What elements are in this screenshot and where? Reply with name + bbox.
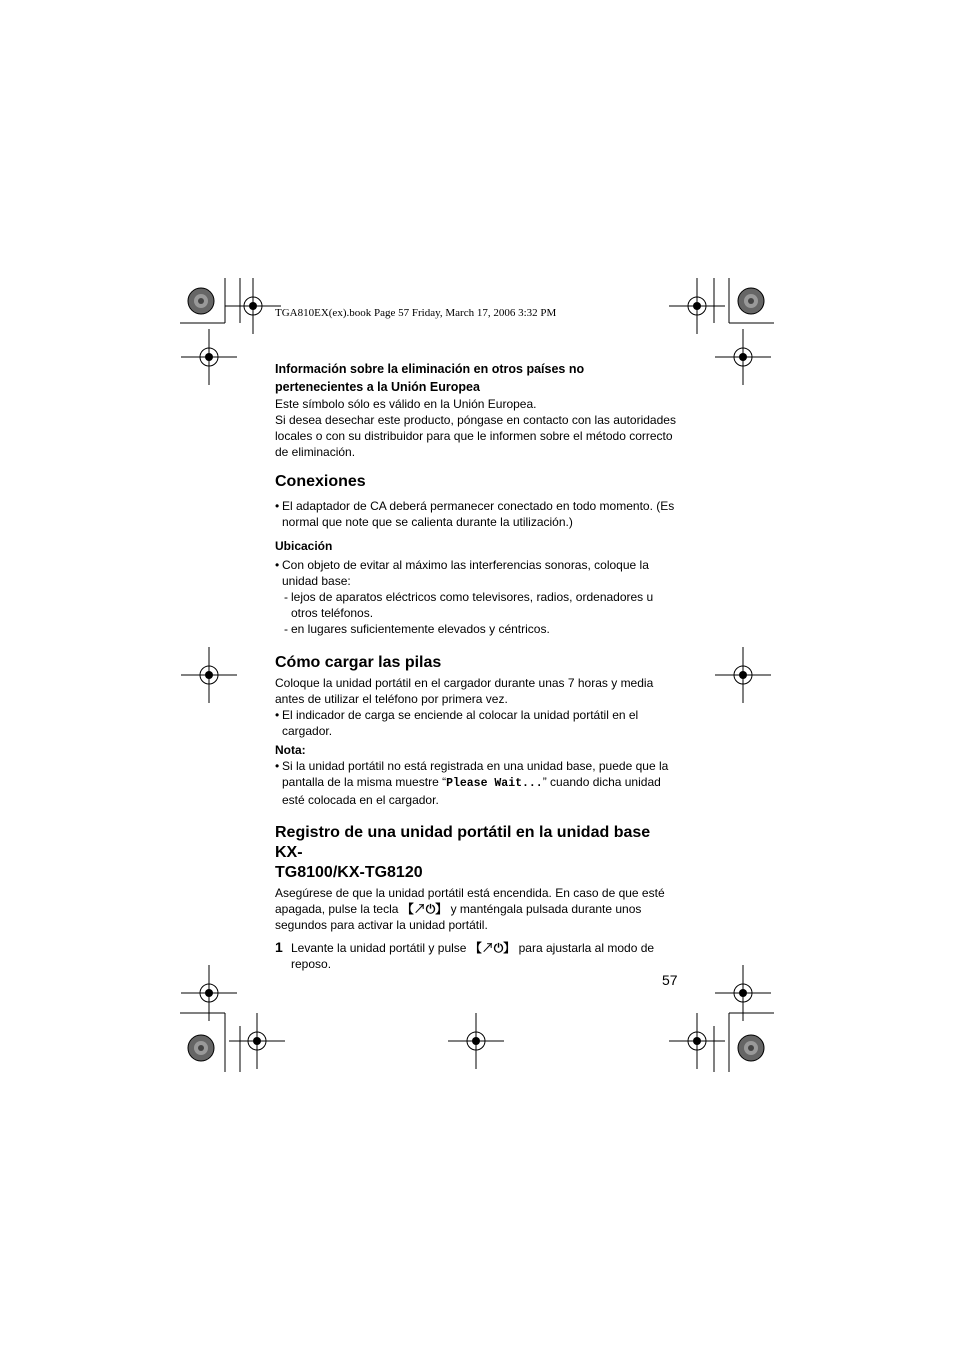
disposal-text-line4: de eliminación. [275, 445, 356, 459]
ubicacion-dash1-line1: - lejos de aparatos eléctricos como televisores, radios, ordenadores u [275, 589, 680, 605]
ubicacion-dash1-line2: otros teléfonos. [291, 606, 374, 620]
conexiones-heading: Conexiones [275, 473, 366, 490]
cargar-bullet-line2: cargador. [282, 724, 333, 738]
disposal-section [275, 360, 680, 460]
registration-mark-upper-left [181, 329, 237, 385]
nota-line1: • Si la unidad portátil no está registrada en una unidad base, puede que la [275, 758, 680, 774]
color-target-top-left [188, 288, 214, 314]
registration-mark-mid-right [715, 647, 771, 703]
registro-intro-line3: segundos para activar la unidad portátil. [275, 918, 488, 932]
nota-line2 [275, 774, 680, 792]
conexiones-bullet-line1: • El adaptador de CA deberá permanecer conectado en todo momento. (Es [275, 498, 680, 514]
disposal-text-line2: Si desea desechar este producto, póngase en contacto con las autoridades [275, 413, 676, 427]
registration-mark-bottom-right [669, 1013, 725, 1069]
step-1-post: para ajustarla al modo de [515, 941, 655, 955]
nota-label: Nota: [275, 743, 306, 757]
registration-mark-mid-left [181, 647, 237, 703]
step-1 [275, 940, 680, 972]
registration-mark-bottom-center [448, 1013, 504, 1069]
registro-intro-line2-post: y manténgala pulsada durante unos [447, 902, 642, 916]
cargar-bullet-line1: • El indicador de carga se enciende al colocar la unidad portátil en el [275, 707, 680, 723]
registration-mark-upper-right [715, 329, 771, 385]
step-1-line2: reposo. [291, 957, 332, 971]
cargar-intro-line2: antes de utilizar el teléfono por primera vez. [275, 692, 508, 706]
ubicacion-bullet-line1: • Con objeto de evitar al máximo las interferencias sonoras, coloque la [275, 557, 680, 573]
registration-mark-bottom-left [229, 1013, 285, 1069]
talk-power-key-icon-step: 【↗⏻】 [469, 941, 516, 955]
registro-heading-line1: Registro de una unidad portátil en la unidad base KX- [275, 824, 651, 861]
disposal-text-line3: locales o con su distribuidor para que le informen sobre el método correcto [275, 429, 673, 443]
disposal-title-line1: Información sobre la eliminación en otros países no [275, 362, 585, 376]
cargar-heading: Cómo cargar las pilas [275, 654, 442, 671]
ubicacion-dash2: - en lugares suficientemente elevados y céntricos. [275, 621, 680, 637]
color-target-bottom-right [738, 1035, 764, 1061]
nota-line2-post: ” cuando dicha unidad [542, 775, 661, 789]
cargar-section [275, 653, 680, 808]
conexiones-bullet-line2: normal que note que se calienta durante la utilización.) [282, 515, 573, 529]
page-number: 57 [662, 972, 678, 988]
registro-section [275, 823, 680, 972]
nota-line2-pre: pantalla de la misma muestre “ [282, 775, 447, 789]
disposal-title-line2: pertenecientes a la Unión Europea [275, 380, 480, 394]
color-target-top-right [738, 288, 764, 314]
step-1-pre: Levante la unidad portátil y pulse [291, 941, 470, 955]
disposal-text-line1: Este símbolo sólo es válido en la Unión Europea. [275, 397, 537, 411]
nota-display-text: Please Wait... [446, 777, 543, 790]
registro-intro-line2-pre: apagada, pulse la tecla [275, 902, 402, 916]
cargar-intro-line1: Coloque la unidad portátil en el cargador durante unas 7 horas y media [275, 676, 654, 690]
registro-heading-line2: TG8100/KX-TG8120 [275, 864, 423, 881]
registration-mark-top-right [669, 278, 725, 334]
conexiones-section [275, 472, 680, 637]
ubicacion-bullet [275, 557, 680, 589]
registro-intro-line2 [275, 901, 680, 917]
nota-line3: esté colocada en el cargador. [282, 793, 439, 807]
print-info-header: TGA810EX(ex).book Page 57 Friday, March 17, 2006 3:32 PM [275, 307, 557, 319]
conexiones-bullet [275, 498, 680, 530]
registro-intro-line1: Asegúrese de que la unidad portátil está encendida. En caso de que esté [275, 886, 665, 900]
ubicacion-label: Ubicación [275, 539, 333, 553]
page-content [275, 360, 680, 972]
registration-mark-top-left [225, 278, 281, 334]
ubicacion-bullet-line2: unidad base: [282, 574, 351, 588]
step-1-number: 1 [275, 939, 283, 955]
color-target-bottom-left [188, 1035, 214, 1061]
talk-power-key-icon: 【↗⏻】 [401, 902, 448, 916]
